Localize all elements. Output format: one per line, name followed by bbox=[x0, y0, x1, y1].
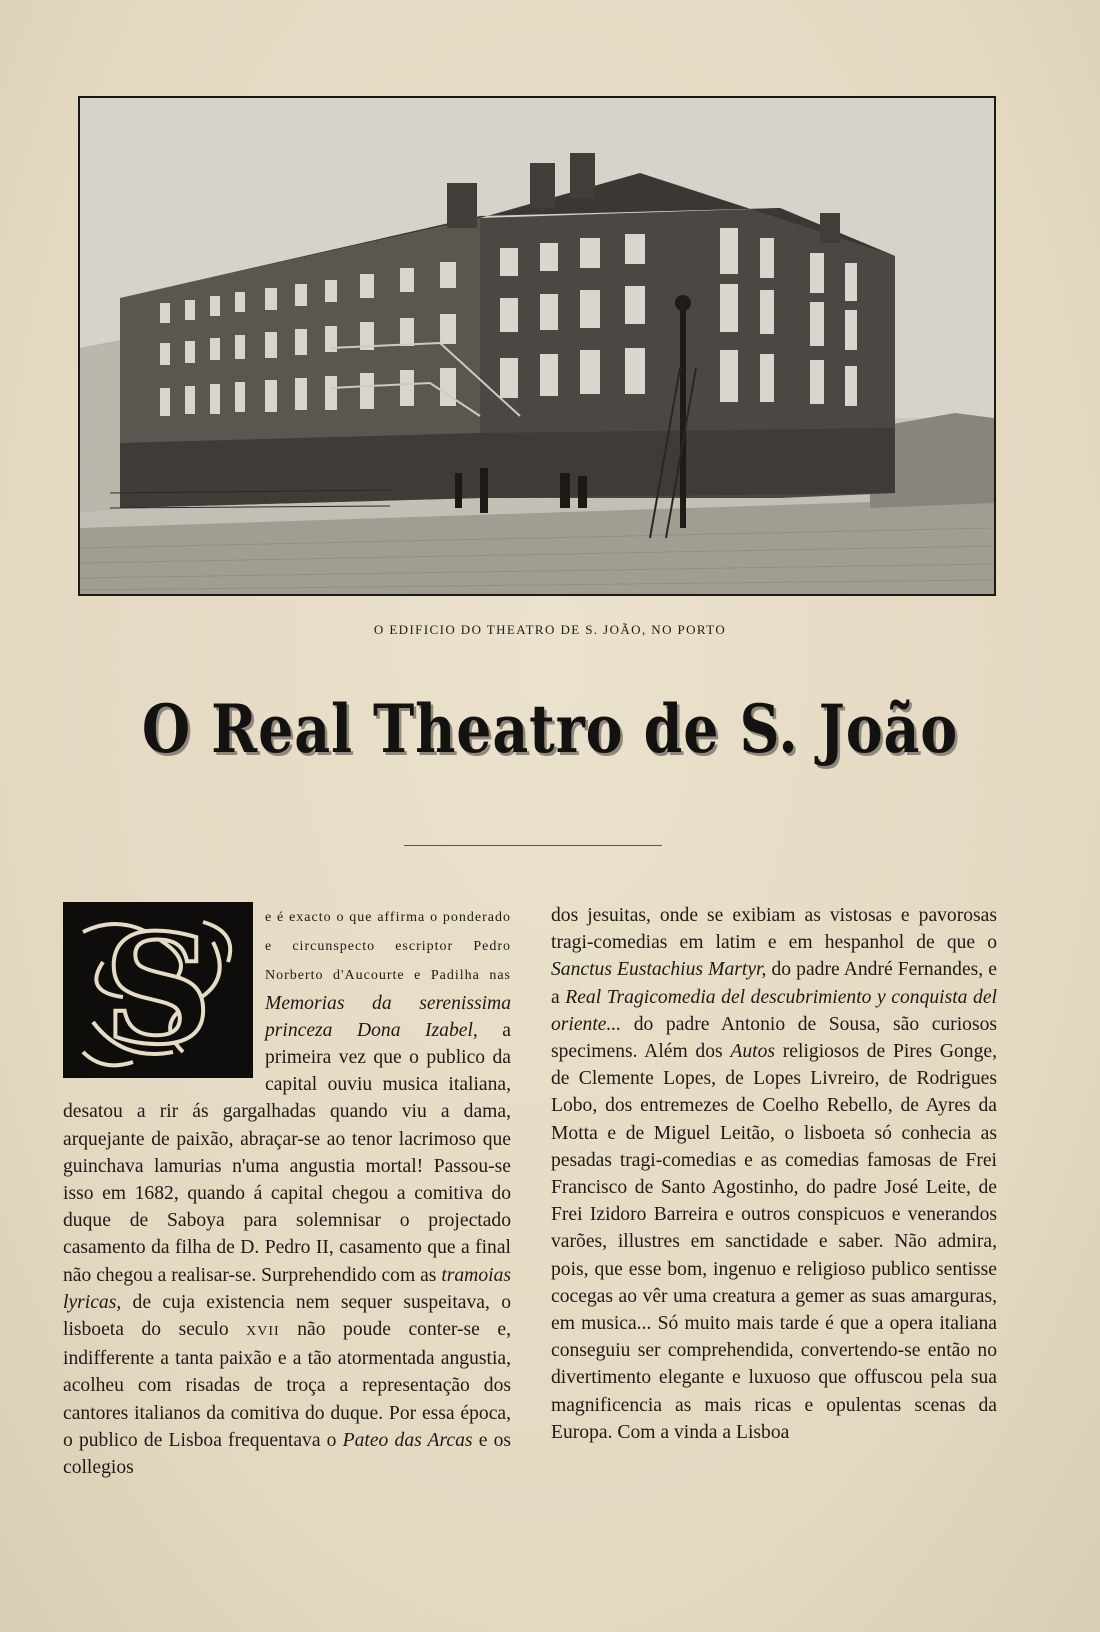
text-run-italic: Sanctus Eustachius Martyr, bbox=[551, 959, 767, 981]
text-run: a primeira vez que o publico da capital ouviu musica italiana, desatou a rir ás gargalhadas quando viu a dama, arquejante de paixão, abraçar-se ao tenor lacrimoso que guinchava lamurias n'uma angustia mortal! Passou-se isso em 1682, quando á capital chegou a comitiva do duque de Saboya para solemnisar o projectado casamento da filha de D. Pedro II, casamento que a final não chegou a realisar-se. Surprehendido com as bbox=[63, 1019, 511, 1286]
text-run-italic: tramoias lyricas, bbox=[63, 1264, 511, 1313]
text-run: religiosos de Pires Gonge, de Clemente Lopes, de Lopes Livreiro, de Rodrigues Lobo, dos entremezes de Coelho Rebello, de Ayres da Motta e de Miguel Leitão, o lisboeta só conhecia as pesadas tragi-comedias e as comedias famosas de Frei Francisco de Santo Agostinho, do padre José Leite, de Frei Izidoro Barreira e outros conspicuos e venerandos varões, illustres em sanctidade e saber. Não admira, pois, que esse bom, ingenuo e religioso publico sentisse cocegas ao vêr uma creatura a gemer as suas amarguras, em musica... Só muito mais tarde é que a opera italiana conseguiu ser comprehendida, convertendo-se então no divertimento elegante e luxuoso que offuscou pela sua magnificencia as mais ricas e opulentas scenas da Europa. Com a vinda a Lisboa bbox=[551, 1041, 997, 1443]
text-run: e é exacto o que affirma o ponderado e circunspecto escriptor Pedro Norberto d'Aucourte e Padilha nas bbox=[265, 910, 511, 984]
title-divider bbox=[404, 845, 662, 846]
photo-caption: O EDIFICIO DO THEATRO DE S. JOÃO, NO PORTO bbox=[373, 622, 727, 637]
text-run: não poude conter-se e, indifferente a tanta paixão e a tão atormentada angustia, acolheu com risadas de troça a representação dos cantores italianos da comitiva do duque. Por essa época, o publico de Lisboa frequentava o bbox=[63, 1319, 511, 1451]
text-run-italic: Pateo das Arcas bbox=[342, 1429, 473, 1451]
ornamental-initial-s-icon bbox=[63, 902, 253, 1078]
text-run-italic: Memorias da serenissima princeza Dona Izabel, bbox=[265, 992, 511, 1041]
text-run: de cuja existencia nem sequer suspeitava, o lisboeta do seculo bbox=[63, 1291, 511, 1341]
text-run: dos jesuitas, onde se exibiam as vistosas e pavorosas tragi-comedias em latim e em hespanhol de que o bbox=[551, 905, 997, 954]
svg-text:S: S bbox=[103, 902, 213, 1078]
text-run: e os collegios bbox=[63, 1429, 511, 1479]
text-run: do padre Antonio de Sousa, são curiosos specimens. Além dos bbox=[551, 1013, 997, 1063]
right-column bbox=[551, 902, 997, 1446]
left-column bbox=[63, 902, 511, 1481]
text-run-italic: Real Tragicomedia del descubrimiento y conquista del oriente... bbox=[551, 986, 997, 1035]
theatre-photograph bbox=[78, 96, 996, 596]
article-title: O Real Theatro de S. João bbox=[141, 690, 959, 768]
text-run-smallcaps: XVII bbox=[246, 1324, 280, 1340]
text-run-italic: Autos bbox=[730, 1041, 776, 1063]
right-column-text bbox=[551, 902, 997, 1446]
text-run: do padre André Fernandes, e a bbox=[551, 959, 997, 1008]
